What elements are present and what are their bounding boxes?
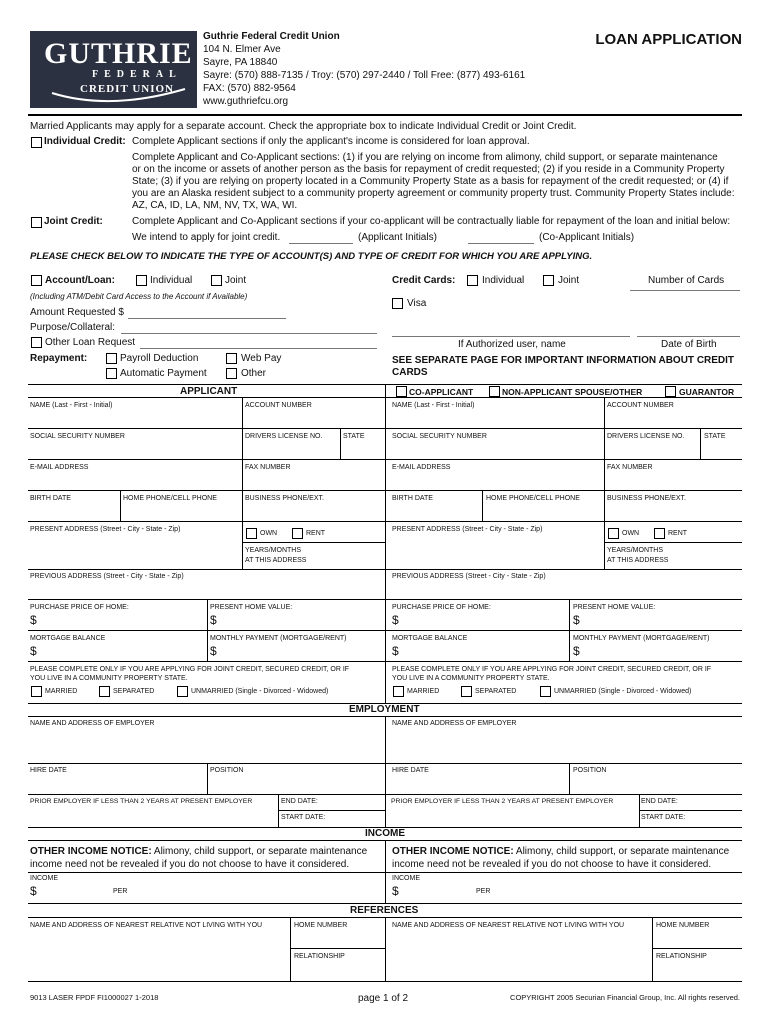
applicant-own-checkbox[interactable] xyxy=(246,528,257,539)
applicant-employer-label: NAME AND ADDRESS OF EMPLOYER xyxy=(30,720,155,727)
copyright: COPYRIGHT 2005 Securian Financial Group, Inc. All rights reserved. xyxy=(510,993,740,1002)
co-purchase-price-label: PURCHASE PRICE OF HOME: xyxy=(392,604,491,611)
divider xyxy=(652,917,653,982)
applicant-separated-checkbox[interactable] xyxy=(99,686,110,697)
individual-credit-checkbox[interactable] xyxy=(31,137,42,148)
applicant-monthly-dollar: $ xyxy=(210,644,217,658)
applicant-income-label: INCOME xyxy=(30,875,58,882)
guarantor-checkbox[interactable] xyxy=(665,386,676,397)
co-value-dollar: $ xyxy=(573,613,580,627)
divider xyxy=(639,794,640,828)
cc-individual-checkbox[interactable] xyxy=(467,275,478,286)
co-per-label: PER xyxy=(476,888,491,895)
applicant-own-label: OWN xyxy=(260,530,278,537)
applicant-unmarried-label: UNMARRIED (Single - Divorced - Widowed) xyxy=(191,688,329,695)
co-mortgage-dollar: $ xyxy=(392,644,399,658)
row-line xyxy=(385,521,742,522)
co-income-dollar: $ xyxy=(392,884,399,898)
co-account-label: ACCOUNT NUMBER xyxy=(607,402,674,409)
other-repayment-checkbox[interactable] xyxy=(226,368,237,379)
applicant-business-phone-label: BUSINESS PHONE/EXT. xyxy=(245,495,324,502)
page-number: page 1 of 2 xyxy=(358,993,409,1004)
row-line xyxy=(278,810,385,811)
applicant-married-label: MARRIED xyxy=(45,688,78,695)
divider xyxy=(242,397,243,428)
visa-label: Visa xyxy=(407,298,427,309)
purpose-line[interactable] xyxy=(121,333,377,334)
co-birth-label: BIRTH DATE xyxy=(392,495,433,502)
co-business-phone-label: BUSINESS PHONE/EXT. xyxy=(607,495,686,502)
co-purchase-dollar: $ xyxy=(392,613,399,627)
divider xyxy=(700,428,701,459)
applicant-unmarried-checkbox[interactable] xyxy=(177,686,188,697)
divider xyxy=(604,490,605,521)
row-line xyxy=(28,661,385,662)
visa-checkbox[interactable] xyxy=(392,298,403,309)
applicant-position-label: POSITION xyxy=(210,767,244,774)
other-income-text-2: income need not be revealed if you do not choose to have it considered. xyxy=(30,859,350,870)
row-line xyxy=(385,428,742,429)
coapplicant-initials-label: (Co-Applicant Initials) xyxy=(539,232,635,243)
joint-credit-checkbox[interactable] xyxy=(31,217,42,228)
applicant-value-dollar: $ xyxy=(210,613,217,627)
co-joint-note-1: PLEASE COMPLETE ONLY IF YOU ARE APPLYING FOR JOINT CREDIT, SECURED CREDIT, OR IF xyxy=(392,666,712,673)
applicant-state-label: STATE xyxy=(343,433,365,440)
divider xyxy=(604,428,605,459)
divider xyxy=(242,428,243,459)
row-line xyxy=(28,794,742,795)
divider xyxy=(290,917,291,982)
amount-requested-label: Amount Requested $ xyxy=(30,307,124,318)
divider xyxy=(120,490,121,521)
co-monthly-label: MONTHLY PAYMENT (MORTGAGE/RENT) xyxy=(573,635,710,642)
joint-credit-text-1: Complete Applicant and Co-Applicant sections if your co-applicant will be contractually liable for repayment of the loan and initial below: xyxy=(132,216,731,227)
automatic-label: Automatic Payment xyxy=(120,368,207,379)
repayment-label: Repayment: xyxy=(30,353,88,364)
applicant-mortgage-label: MORTGAGE BALANCE xyxy=(30,635,106,642)
org-fax: FAX: (570) 882-9564 xyxy=(203,83,296,94)
applicant-present-address-label: PRESENT ADDRESS (Street - City - State - Zip) xyxy=(30,526,181,533)
page-title: LOAN APPLICATION xyxy=(595,31,742,48)
applicant-purchase-price-label: PURCHASE PRICE OF HOME: xyxy=(30,604,129,611)
applicant-income-dollar: $ xyxy=(30,884,37,898)
individual-credit-text-5: you are an Alaska resident subject to a community property agreement or community property trust. Community Property States include: xyxy=(132,188,735,199)
form-id: 9013 LASER FPDF FI1000027 1-2018 xyxy=(30,993,159,1002)
co-mortgage-label: MORTGAGE BALANCE xyxy=(392,635,468,642)
applicant-home-number-label: HOME NUMBER xyxy=(294,922,348,929)
account-individual-checkbox[interactable] xyxy=(136,275,147,286)
co-own-checkbox[interactable] xyxy=(608,528,619,539)
cc-joint-label: Joint xyxy=(558,275,580,286)
co-previous-address-label: PREVIOUS ADDRESS (Street - City - State - Zip) xyxy=(392,573,546,580)
credit-cards-label: Credit Cards: xyxy=(392,275,456,286)
individual-credit-text-2: Complete Applicant and Co-Applicant sections: (1) if you are relying on income from alimony, child support, or separate maintenance xyxy=(132,152,718,163)
org-web: www.guthriefcu.org xyxy=(203,96,289,107)
authorized-user-line[interactable] xyxy=(392,336,630,337)
co-dl-label: DRIVERS LICENSE NO. xyxy=(607,433,685,440)
row-line xyxy=(28,428,385,429)
row-line xyxy=(28,872,742,873)
other-income-text-1: Alimony, child support, or separate maintenance xyxy=(153,846,368,857)
co-position-label: POSITION xyxy=(573,767,607,774)
applicant-dl-label: DRIVERS LICENSE NO. xyxy=(245,433,323,440)
applicant-joint-note-2: YOU LIVE IN A COMMUNITY PROPERTY STATE. xyxy=(30,675,188,682)
co-unmarried-label: UNMARRIED (Single - Divorced - Widowed) xyxy=(554,688,692,695)
account-joint-label: Joint xyxy=(225,275,247,286)
divider xyxy=(340,428,341,459)
webpay-checkbox[interactable] xyxy=(226,353,237,364)
other-loan-checkbox[interactable] xyxy=(31,337,42,348)
account-individual-label: Individual xyxy=(150,275,193,286)
co-email-label: E-MAIL ADDRESS xyxy=(392,464,451,471)
other-income-text-1: Alimony, child support, or separate maintenance xyxy=(515,846,730,857)
other-income-bold: OTHER INCOME NOTICE: xyxy=(30,846,152,857)
authorized-user-label: If Authorized user, name xyxy=(458,339,566,350)
row-line xyxy=(28,490,385,491)
applicant-end-date-label: END DATE: xyxy=(281,798,318,805)
applicant-account-label: ACCOUNT NUMBER xyxy=(245,402,312,409)
other-repayment-label: Other xyxy=(241,368,267,379)
co-fax-label: FAX NUMBER xyxy=(607,464,653,471)
coapplicant-checkbox[interactable] xyxy=(396,386,407,397)
references-top-line xyxy=(28,903,742,904)
applicant-years-label-1: YEARS/MONTHS xyxy=(245,547,302,554)
co-separated-label: SEPARATED xyxy=(475,688,517,695)
other-income-text-2: income need not be revealed if you do not choose to have it considered. xyxy=(392,859,712,870)
non-applicant-section-title: NON-APPLICANT SPOUSE/OTHER xyxy=(502,387,643,397)
purpose-label: Purpose/Collateral: xyxy=(30,322,116,333)
applicant-per-label: PER xyxy=(113,888,128,895)
account-loan-checkbox[interactable] xyxy=(31,275,42,286)
co-married-checkbox[interactable] xyxy=(393,686,404,697)
coapplicant-section-title: CO-APPLICANT xyxy=(409,387,474,397)
row-line xyxy=(28,763,742,764)
co-income-label: INCOME xyxy=(392,875,420,882)
row-line xyxy=(290,948,385,949)
applicant-prior-employer-label: PRIOR EMPLOYER IF LESS THAN 2 YEARS AT PRESENT EMPLOYER xyxy=(30,798,253,805)
cc-joint-checkbox[interactable] xyxy=(543,275,554,286)
logo-sub: FEDERAL xyxy=(92,69,182,80)
co-relative-label: NAME AND ADDRESS OF NEAREST RELATIVE NOT LIVING WITH YOU xyxy=(392,922,625,929)
individual-credit-text-4: State; (3) if you are relying on property located in a Community Property State as a basis for repayment of the credit requested; or (4) if xyxy=(132,176,729,187)
divider xyxy=(242,459,243,490)
co-rent-checkbox[interactable] xyxy=(654,528,665,539)
applicant-purchase-dollar: $ xyxy=(30,613,37,627)
individual-credit-text-1: Complete Applicant sections if only the applicant's income is considered for loan approval. xyxy=(132,136,530,147)
divider xyxy=(242,490,243,521)
cc-individual-label: Individual xyxy=(482,275,525,286)
row-line xyxy=(385,661,742,662)
org-address-2: Sayre, PA 18840 xyxy=(203,57,278,68)
applicant-joint-note-1: PLEASE COMPLETE ONLY IF YOU ARE APPLYING FOR JOINT CREDIT, SECURED CREDIT, OR IF xyxy=(30,666,350,673)
applicant-initials-line[interactable] xyxy=(289,243,353,244)
co-years-label-2: AT THIS ADDRESS xyxy=(607,557,669,564)
number-of-cards-line[interactable] xyxy=(630,290,740,291)
applicant-rent-checkbox[interactable] xyxy=(292,528,303,539)
applicant-years-label-2: AT THIS ADDRESS xyxy=(245,557,307,564)
logo-main: GUTHRIE xyxy=(44,37,193,70)
row-line xyxy=(385,490,742,491)
header-divider xyxy=(28,114,742,116)
logo-sub2: CREDIT UNION xyxy=(80,83,175,95)
co-end-date-label: END DATE: xyxy=(641,798,678,805)
applicant-birth-label: BIRTH DATE xyxy=(30,495,71,502)
center-divider xyxy=(385,917,386,982)
divider xyxy=(604,459,605,490)
row-line xyxy=(604,542,742,543)
co-present-value-label: PRESENT HOME VALUE: xyxy=(573,604,656,611)
amount-requested-line[interactable] xyxy=(128,318,286,319)
co-other-income-notice xyxy=(392,845,742,871)
references-section-title: REFERENCES xyxy=(350,905,419,916)
dob-line[interactable] xyxy=(637,336,740,337)
individual-credit-text-3: or on the income or assets of another person as the basis for repayment of credit requested; (2) if you reside in a Community Property xyxy=(132,164,725,175)
co-unmarried-checkbox[interactable] xyxy=(540,686,551,697)
other-income-bold: OTHER INCOME NOTICE: xyxy=(392,846,514,857)
individual-credit-label: Individual Credit: xyxy=(44,136,126,147)
co-employer-label: NAME AND ADDRESS OF EMPLOYER xyxy=(392,720,517,727)
applicant-mortgage-dollar: $ xyxy=(30,644,37,658)
applicant-ssn-label: SOCIAL SECURITY NUMBER xyxy=(30,433,125,440)
income-section-title: INCOME xyxy=(365,828,405,839)
coapplicant-initials-line[interactable] xyxy=(468,243,534,244)
co-own-label: OWN xyxy=(622,530,640,537)
references-bottom-line xyxy=(28,981,742,982)
applicant-present-value-label: PRESENT HOME VALUE: xyxy=(210,604,293,611)
divider xyxy=(482,490,483,521)
applicant-relative-label: NAME AND ADDRESS OF NEAREST RELATIVE NOT LIVING WITH YOU xyxy=(30,922,263,929)
applicant-married-checkbox[interactable] xyxy=(31,686,42,697)
row-line xyxy=(28,521,385,522)
row-line xyxy=(242,542,385,543)
individual-credit-text-6: AZ, CA, ID, LA, NM, NV, TX, WA, WI. xyxy=(132,200,298,211)
org-address-1: 104 N. Elmer Ave xyxy=(203,44,281,55)
applicant-home-phone-label: HOME PHONE/CELL PHONE xyxy=(123,495,217,502)
non-applicant-checkbox[interactable] xyxy=(489,386,500,397)
divider xyxy=(278,794,279,828)
dob-label: Date of Birth xyxy=(661,339,717,350)
divider xyxy=(207,763,208,794)
atm-note: (Including ATM/Debit Card Access to the Account if Available) xyxy=(30,292,248,301)
co-hire-date-label: HIRE DATE xyxy=(392,767,429,774)
row-line xyxy=(385,569,742,570)
applicant-start-date-label: START DATE: xyxy=(281,814,326,821)
co-state-label: STATE xyxy=(704,433,726,440)
applicant-hire-date-label: HIRE DATE xyxy=(30,767,67,774)
automatic-checkbox[interactable] xyxy=(106,368,117,379)
org-phones: Sayre: (570) 888-7135 / Troy: (570) 297-2440 / Toll Free: (877) 493-6161 xyxy=(203,70,526,81)
other-loan-label: Other Loan Request xyxy=(45,337,136,348)
row-line xyxy=(28,459,385,460)
applicant-section-title: APPLICANT xyxy=(180,386,238,397)
org-name: Guthrie Federal Credit Union xyxy=(203,31,340,42)
row-line xyxy=(639,810,742,811)
payroll-label: Payroll Deduction xyxy=(120,353,199,364)
row-line xyxy=(385,459,742,460)
applicant-other-income-notice xyxy=(30,845,380,871)
co-joint-note-2: YOU LIVE IN A COMMUNITY PROPERTY STATE. xyxy=(392,675,550,682)
co-years-label-1: YEARS/MONTHS xyxy=(607,547,664,554)
joint-credit-text-2: We intend to apply for joint credit. xyxy=(132,232,281,243)
divider xyxy=(242,521,243,569)
row-line xyxy=(652,948,742,949)
co-home-phone-label: HOME PHONE/CELL PHONE xyxy=(486,495,580,502)
co-home-number-label: HOME NUMBER xyxy=(656,922,710,929)
payroll-checkbox[interactable] xyxy=(106,353,117,364)
married-note: Married Applicants may apply for a separate account. Check the appropriate box to indicate Individual Credit or Joint Credit. xyxy=(30,121,577,132)
logo-swoosh xyxy=(30,31,197,108)
divider xyxy=(569,763,570,794)
divider xyxy=(604,521,605,569)
co-separated-checkbox[interactable] xyxy=(461,686,472,697)
applicant-relationship-label: RELATIONSHIP xyxy=(294,953,345,960)
row-line xyxy=(385,630,742,631)
please-check-heading: PLEASE CHECK BELOW TO INDICATE THE TYPE OF ACCOUNT(S) AND TYPE OF CREDIT FOR WHICH YOU ARE APPLYING. xyxy=(30,251,593,262)
account-joint-checkbox[interactable] xyxy=(211,275,222,286)
row-line xyxy=(385,599,742,600)
co-monthly-dollar: $ xyxy=(573,644,580,658)
co-ssn-label: SOCIAL SECURITY NUMBER xyxy=(392,433,487,440)
number-of-cards-label: Number of Cards xyxy=(648,275,725,286)
webpay-label: Web Pay xyxy=(241,353,282,364)
applicant-name-label: NAME (Last - First - Initial) xyxy=(30,402,113,409)
applicant-email-label: E-MAIL ADDRESS xyxy=(30,464,89,471)
applicant-separated-label: SEPARATED xyxy=(113,688,155,695)
co-prior-employer-label: PRIOR EMPLOYER IF LESS THAN 2 YEARS AT PRESENT EMPLOYER xyxy=(391,798,614,805)
logo xyxy=(30,31,197,108)
row-line xyxy=(28,630,385,631)
see-separate-note: SEE SEPARATE PAGE FOR IMPORTANT INFORMATION ABOUT CREDIT CARDS xyxy=(392,355,735,378)
center-divider xyxy=(385,384,386,704)
account-loan-label: Account/Loan: xyxy=(45,275,115,286)
applicant-monthly-label: MONTHLY PAYMENT (MORTGAGE/RENT) xyxy=(210,635,347,642)
co-start-date-label: START DATE: xyxy=(641,814,686,821)
co-married-label: MARRIED xyxy=(407,688,440,695)
row-line xyxy=(28,569,385,570)
co-rent-label: RENT xyxy=(668,530,688,537)
divider xyxy=(604,397,605,428)
co-present-address-label: PRESENT ADDRESS (Street - City - State - Zip) xyxy=(392,526,543,533)
applicant-fax-label: FAX NUMBER xyxy=(245,464,291,471)
employment-section-title: EMPLOYMENT xyxy=(349,704,420,715)
center-divider xyxy=(385,716,386,828)
applicant-rent-label: RENT xyxy=(306,530,326,537)
joint-credit-label: Joint Credit: xyxy=(44,216,103,227)
guarantor-section-title: GUARANTOR xyxy=(679,387,735,397)
co-relationship-label: RELATIONSHIP xyxy=(656,953,707,960)
other-loan-line[interactable] xyxy=(140,348,377,349)
applicant-previous-address-label: PREVIOUS ADDRESS (Street - City - State - Zip) xyxy=(30,573,184,580)
co-name-label: NAME (Last - First - Initial) xyxy=(392,402,475,409)
applicant-initials-label: (Applicant Initials) xyxy=(358,232,437,243)
